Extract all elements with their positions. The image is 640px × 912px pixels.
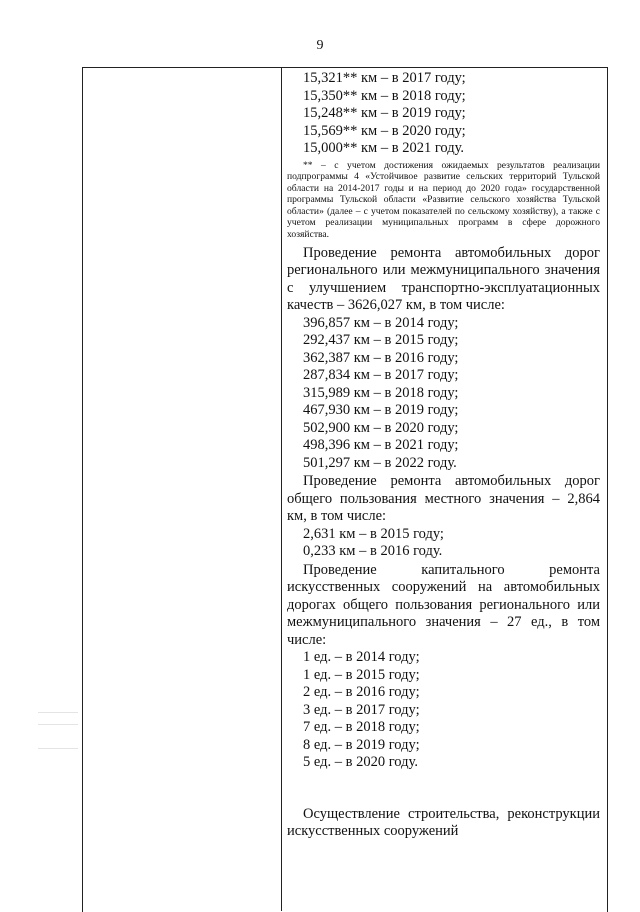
column-divider <box>281 67 282 911</box>
list-item: 8 ед. – в 2019 году; <box>303 736 420 753</box>
list-item: 502,900 км – в 2020 году; <box>303 419 459 436</box>
blank-line <box>287 772 600 789</box>
list-item: 362,387 км – в 2016 году; <box>303 349 459 366</box>
list-item: 2 ед. – в 2016 году; <box>303 684 420 701</box>
list-item: 7 ед. – в 2018 году; <box>303 719 420 736</box>
list-item: 15,248** км – в 2019 году; <box>303 105 466 121</box>
list-item: 467,930 км – в 2019 году; <box>303 402 459 419</box>
paragraph-capital-repair: Проведение капитального ремонта искусственных сооружений на автомобильных дорогах общего пользования регионального или межмуниципального значения – 27 ед., в том числе: <box>287 561 600 648</box>
list-item: 15,569** км – в 2020 году; <box>303 122 466 139</box>
list-item: 3 ед. – в 2017 году; <box>303 701 420 718</box>
scan-artifact <box>38 748 78 749</box>
list-item: 1 ед. – в 2015 году; <box>303 666 420 683</box>
paragraph-construction: Осуществление строительства, реконструкции искусственных сооружений <box>287 805 600 840</box>
list-item: 0,233 км – в 2016 году. <box>303 543 443 560</box>
list-item: 15,350** км – в 2018 году; <box>303 87 466 104</box>
list-item: 1 ед. – в 2014 году; <box>303 649 420 666</box>
list-item: 501,297 км – в 2022 году. <box>303 454 457 471</box>
list-item: 498,396 км – в 2021 году; <box>303 437 459 454</box>
list-item: 15,000** км – в 2021 году. <box>303 140 465 156</box>
scan-artifact <box>38 712 78 713</box>
paragraph-local-repair: Проведение ремонта автомобильных дорог общего пользования местного значения – 2,864 км, в том числе: <box>287 473 600 525</box>
list-item: 5 ед. – в 2020 году. <box>303 754 418 771</box>
page-number: 9 <box>316 38 324 53</box>
list-item: 2,631 км – в 2015 году; <box>303 525 444 542</box>
list-item: 287,834 км – в 2017 году; <box>303 367 459 384</box>
footnote: ** – с учетом достижения ожидаемых результатов реализации подпрограммы 4 «Устойчивое развитие сельских территорий Тульской области на 2014-2017 годы и на период до 2020 года» государственной программы Тульской области «Развитие сельского хозяйства Тульской области» (далее – с учетом показателей по сельскому хозяйству), а также с учетом реализации муниципальных программ в сфере дорожного хозяйства. <box>287 159 600 241</box>
list-item: 292,437 км – в 2015 году; <box>303 332 459 349</box>
list-item: 315,989 км – в 2018 году; <box>303 384 459 401</box>
scan-artifact <box>38 724 78 725</box>
blank-line <box>287 789 600 806</box>
list-item: 15,321** км – в 2017 году; <box>303 70 466 86</box>
list-item: 396,857 км – в 2014 году; <box>303 314 459 331</box>
right-column-content <box>287 70 600 841</box>
paragraph-regional-repair: Проведение ремонта автомобильных дорог регионального или межмуниципального значения с улучшением транспортно-эксплуатационных качеств – 3626,027 км, в том числе: <box>287 244 600 314</box>
